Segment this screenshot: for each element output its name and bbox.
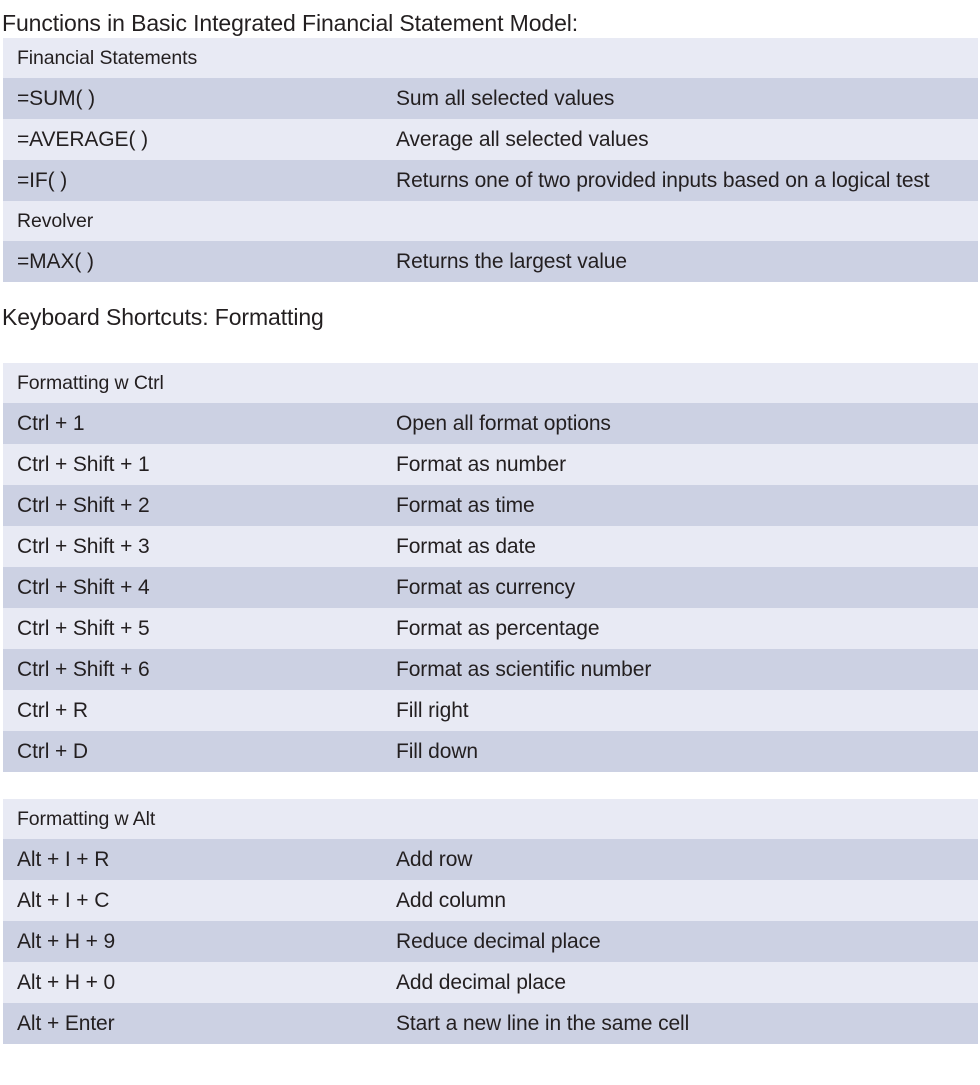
shortcut-description: Format as scientific number [396,657,652,681]
group-header-spacer [396,201,978,241]
table-row [3,78,978,119]
shortcut-description: Fill right [396,698,469,722]
function-description: Returns the largest value [396,249,627,273]
table-row [3,1003,978,1044]
shortcut-description: Start a new line in the same cell [396,1011,690,1035]
group-header-label: Formatting w Alt [17,807,156,830]
shortcut-keys: Ctrl + D [17,739,88,763]
function-description: Returns one of two provided inputs based on a logical test [396,168,930,192]
table-row [3,690,978,731]
shortcut-description: Add row [396,847,473,871]
function-name: =IF( ) [17,168,68,192]
table-group-header-row [3,799,978,839]
shortcut-keys: Alt + Enter [17,1011,115,1035]
shortcut-description: Format as number [396,452,566,476]
table-group-header-row [3,201,978,241]
table-row [3,731,978,772]
page-title: Functions in Basic Integrated Financial Statement Model: [2,10,579,36]
functions-table-body [3,38,978,282]
shortcut-description: Format as percentage [396,616,600,640]
functions-table [3,38,978,282]
shortcut-keys: Ctrl + Shift + 2 [17,493,150,517]
table-group-header-row [3,38,978,78]
shortcut-description: Open all format options [396,411,611,435]
group-header-label: Formatting w Ctrl [17,371,164,394]
shortcut-keys: Ctrl + 1 [17,411,85,435]
shortcut-description: Format as date [396,534,536,558]
table-row [3,649,978,690]
table-row [3,160,978,201]
table-row [3,119,978,160]
shortcut-keys: Alt + H + 9 [17,929,116,953]
shortcut-keys: Ctrl + Shift + 3 [17,534,150,558]
function-name: =MAX( ) [17,249,94,273]
shortcut-description: Format as time [396,493,535,517]
table-row [3,444,978,485]
shortcut-description: Add column [396,888,506,912]
function-description: Sum all selected values [396,86,615,110]
formatting-ctrl-table-body [3,363,978,772]
formatting-ctrl-table [3,363,978,772]
table-row [3,880,978,921]
table-row [3,962,978,1003]
shortcut-description: Fill down [396,739,478,763]
shortcut-keys: Ctrl + Shift + 1 [17,452,150,476]
table-group-header-row [3,363,978,403]
shortcut-keys: Ctrl + R [17,698,88,722]
shortcut-keys: Ctrl + Shift + 6 [17,657,150,681]
shortcut-keys: Alt + I + R [17,847,110,871]
table-row [3,839,978,880]
function-name: =SUM( ) [17,86,96,110]
table-row [3,485,978,526]
table-row [3,403,978,444]
table-row [3,567,978,608]
group-header-spacer [396,799,978,839]
shortcut-keys: Ctrl + Shift + 4 [17,575,150,599]
table-spacer [0,772,980,799]
group-header-label: Financial Statements [17,46,198,69]
table-row [3,921,978,962]
group-header-spacer [396,38,978,78]
shortcut-description: Format as currency [396,575,576,599]
shortcut-keys: Alt + H + 0 [17,970,116,994]
shortcut-description: Reduce decimal place [396,929,601,953]
group-header-spacer [396,363,978,403]
function-description: Average all selected values [396,127,649,151]
section-heading-keyboard-shortcuts: Keyboard Shortcuts: Formatting [2,304,324,330]
table-row [3,608,978,649]
formatting-alt-table-body [3,799,978,1044]
formatting-alt-table [3,799,978,1044]
shortcut-keys: Alt + I + C [17,888,110,912]
function-name: =AVERAGE( ) [17,127,148,151]
table-row [3,526,978,567]
section-spacer [0,332,980,363]
shortcut-keys: Ctrl + Shift + 5 [17,616,150,640]
shortcut-description: Add decimal place [396,970,566,994]
group-header-label: Revolver [17,209,94,232]
table-row [3,241,978,282]
